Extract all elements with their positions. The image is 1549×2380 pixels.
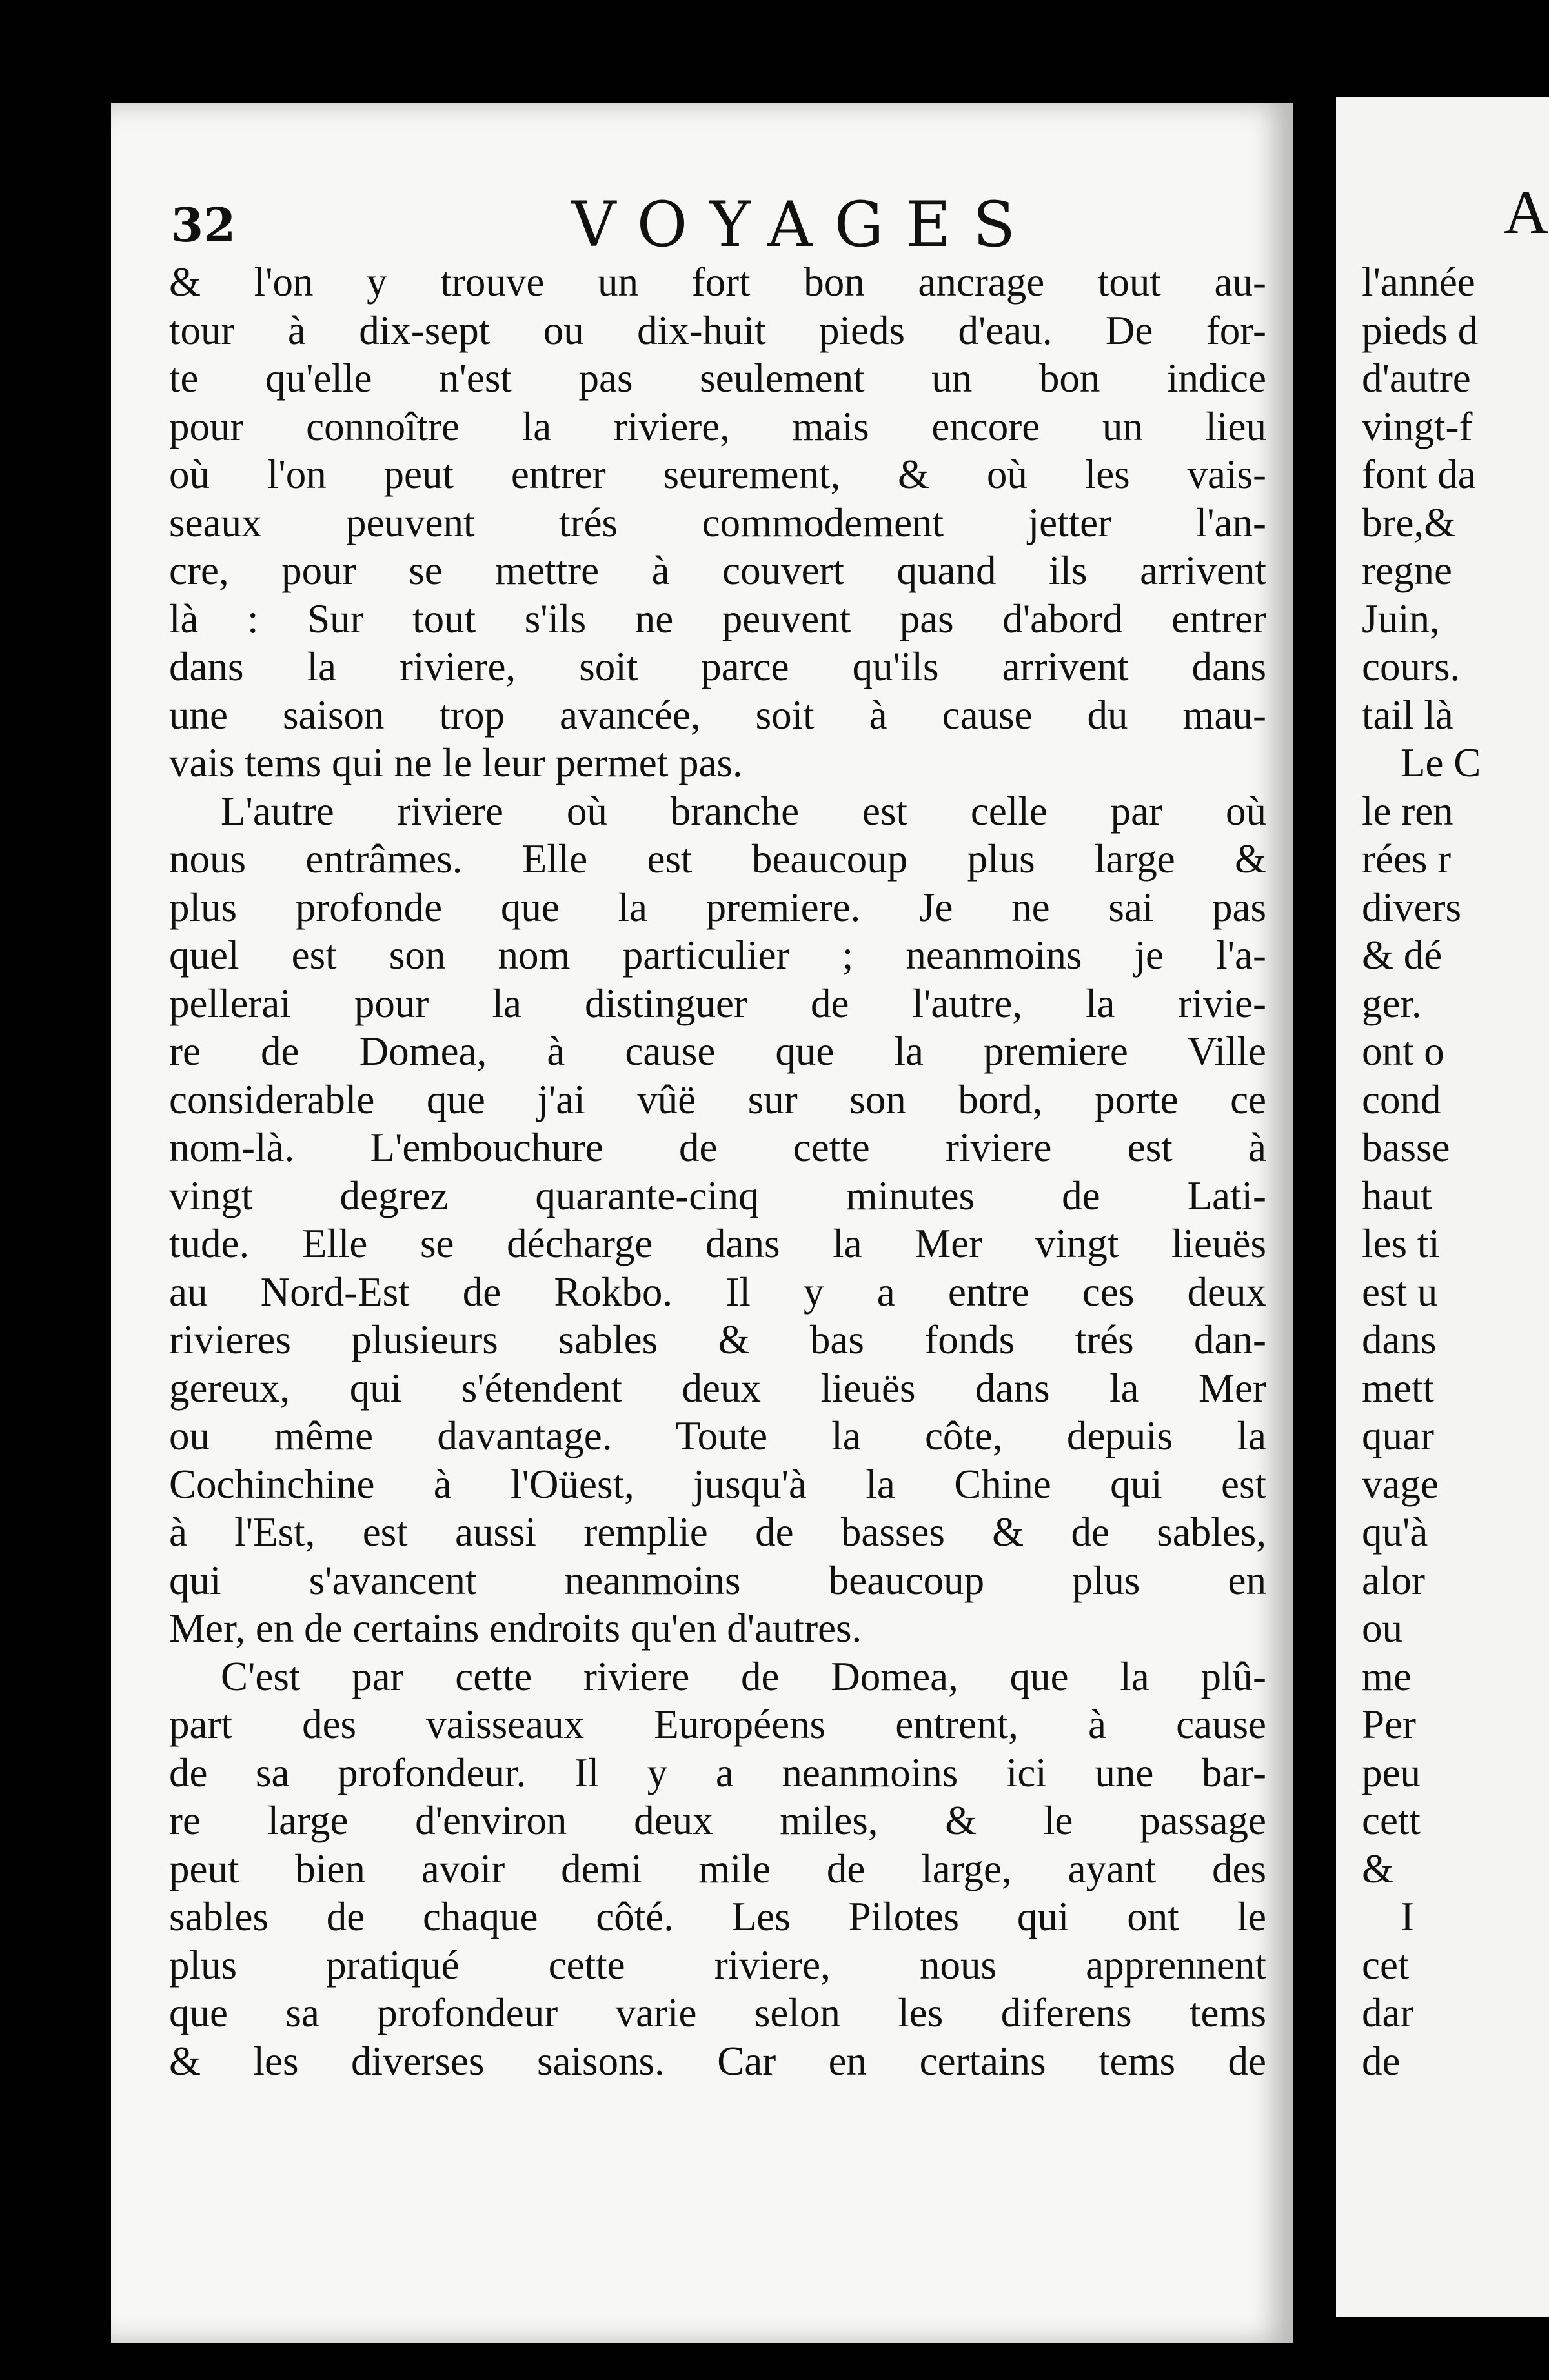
text-line: nous entrâmes. Elle est beaucoup plus large & bbox=[169, 836, 1266, 882]
text-line: seaux peuvent trés commodement jetter l'an- bbox=[169, 499, 1266, 545]
right-text-line: bre,& bbox=[1362, 499, 1456, 545]
text-line: quel est son nom particulier ; neanmoins je l'a- bbox=[169, 933, 1266, 978]
text-line: Mer, en de certains endroits qu'en d'autres. bbox=[169, 1606, 862, 1651]
right-running-head: A bbox=[1504, 177, 1549, 247]
right-text-line: ont o bbox=[1362, 1029, 1444, 1074]
right-text-line: cours. bbox=[1362, 644, 1461, 689]
right-text-line: Le C bbox=[1401, 740, 1481, 785]
text-line: qui s'avancent neanmoins beaucoup plus en bbox=[169, 1557, 1266, 1603]
right-text-line: & bbox=[1362, 1846, 1394, 1891]
text-line: tour à dix-sept ou dix-huit pieds d'eau. De for- bbox=[169, 307, 1266, 353]
running-head: VOYAGES bbox=[571, 188, 1038, 261]
right-text-line: les ti bbox=[1362, 1221, 1440, 1266]
right-text-line: alor bbox=[1362, 1557, 1425, 1603]
text-line: L'autre riviere où branche est celle par où bbox=[221, 788, 1266, 834]
text-line: pour connoître la riviere, mais encore un lieu bbox=[169, 403, 1266, 449]
right-text-line: est u bbox=[1362, 1269, 1438, 1315]
right-text-line: le ren bbox=[1362, 788, 1453, 834]
text-line: considerable que j'ai vûë sur son bord, porte ce bbox=[169, 1076, 1266, 1122]
right-text-line: mett bbox=[1362, 1365, 1434, 1411]
text-line: & les diverses saisons. Car en certains tems de bbox=[169, 2038, 1266, 2084]
text-line: vingt degrez quarante-cinq minutes de Lati- bbox=[169, 1173, 1266, 1218]
right-page-text bbox=[1362, 177, 1549, 2085]
text-line: sables de chaque côté. Les Pilotes qui ont le bbox=[169, 1894, 1266, 1939]
text-line: tude. Elle se décharge dans la Mer vingt lieuës bbox=[169, 1221, 1266, 1266]
text-line: rivieres plusieurs sables & bas fonds trés dan- bbox=[169, 1317, 1266, 1362]
right-text-line: & dé bbox=[1362, 933, 1443, 978]
right-text-line: de bbox=[1362, 2038, 1401, 2084]
text-line: au Nord-Est de Rokbo. Il y a entre ces deux bbox=[169, 1269, 1266, 1315]
right-text-line: I bbox=[1401, 1894, 1414, 1939]
right-text-line: vingt-f bbox=[1362, 403, 1473, 449]
right-text-line: ou bbox=[1362, 1606, 1402, 1651]
text-line: de sa profondeur. Il y a neanmoins ici une bar- bbox=[169, 1750, 1266, 1795]
body-text bbox=[169, 258, 1266, 2085]
right-text-line: vage bbox=[1362, 1461, 1439, 1507]
text-line: pellerai pour la distinguer de l'autre, la rivie- bbox=[169, 980, 1266, 1026]
right-text-line: regne bbox=[1362, 548, 1452, 593]
text-line: re large d'environ deux miles, & le passage bbox=[169, 1798, 1266, 1843]
right-text-line: tail là bbox=[1362, 692, 1453, 738]
text-line: & l'on y trouve un fort bon ancrage tout au- bbox=[169, 259, 1266, 305]
text-line: te qu'elle n'est pas seulement un bon indice bbox=[169, 356, 1266, 401]
text-line: une saison trop avancée, soit à cause du mau- bbox=[169, 692, 1266, 738]
right-text-line: rées r bbox=[1362, 836, 1452, 882]
text-line: cre, pour se mettre à couvert quand ils arrivent bbox=[169, 548, 1266, 593]
right-text-line: cond bbox=[1362, 1076, 1441, 1122]
text-line: re de Domea, à cause que la premiere Ville bbox=[169, 1029, 1266, 1074]
text-line: à l'Est, est aussi remplie de basses & de sables, bbox=[169, 1509, 1266, 1555]
right-text-line: cet bbox=[1362, 1942, 1410, 1988]
right-text-line: cett bbox=[1362, 1798, 1421, 1843]
right-text-line: me bbox=[1362, 1653, 1412, 1699]
page-number: 32 bbox=[171, 197, 236, 252]
right-text-line: dar bbox=[1362, 1990, 1414, 2035]
right-text-line: peu bbox=[1362, 1750, 1421, 1795]
right-text-line: dans bbox=[1362, 1317, 1437, 1362]
right-text-line: quar bbox=[1362, 1413, 1434, 1458]
text-line: dans la riviere, soit parce qu'ils arrivent dans bbox=[169, 644, 1266, 689]
text-line: là : Sur tout s'ils ne peuvent pas d'abord entrer bbox=[169, 596, 1266, 641]
text-line: Cochinchine à l'Oüest, jusqu'à la Chine qui est bbox=[169, 1461, 1266, 1507]
text-line: gereux, qui s'étendent deux lieuës dans la Mer bbox=[169, 1365, 1266, 1411]
right-text-line: Juin, bbox=[1362, 596, 1440, 641]
text-line: nom-là. L'embouchure de cette riviere est à bbox=[169, 1125, 1266, 1170]
right-text-line: pieds d bbox=[1362, 307, 1479, 353]
text-line: plus profonde que la premiere. Je ne sai pas bbox=[169, 884, 1266, 930]
text-line: où l'on peut entrer seurement, & où les vais- bbox=[169, 452, 1266, 497]
right-text-line: qu'à bbox=[1362, 1509, 1428, 1555]
right-text-line: d'autre bbox=[1362, 356, 1471, 401]
text-line: part des vaisseaux Européens entrent, à cause bbox=[169, 1702, 1266, 1747]
right-text-line: Per bbox=[1362, 1702, 1416, 1747]
text-line: vais tems qui ne le leur permet pas. bbox=[169, 740, 743, 785]
text-line: plus pratiqué cette riviere, nous apprennent bbox=[169, 1942, 1266, 1988]
text-line: ou même davantage. Toute la côte, depuis la bbox=[169, 1413, 1266, 1458]
text-line: peut bien avoir demi mile de large, ayant des bbox=[169, 1846, 1266, 1891]
right-text-line: l'année bbox=[1362, 259, 1475, 305]
right-text-line: divers bbox=[1362, 884, 1461, 930]
text-line: C'est par cette riviere de Domea, que la plû- bbox=[221, 1653, 1266, 1699]
right-text-line: font da bbox=[1362, 452, 1476, 497]
right-text-line: ger. bbox=[1362, 980, 1422, 1026]
right-text-line: haut bbox=[1362, 1173, 1432, 1218]
text-line: que sa profondeur varie selon les diferens tems bbox=[169, 1990, 1266, 2035]
right-text-line: basse bbox=[1362, 1125, 1450, 1170]
